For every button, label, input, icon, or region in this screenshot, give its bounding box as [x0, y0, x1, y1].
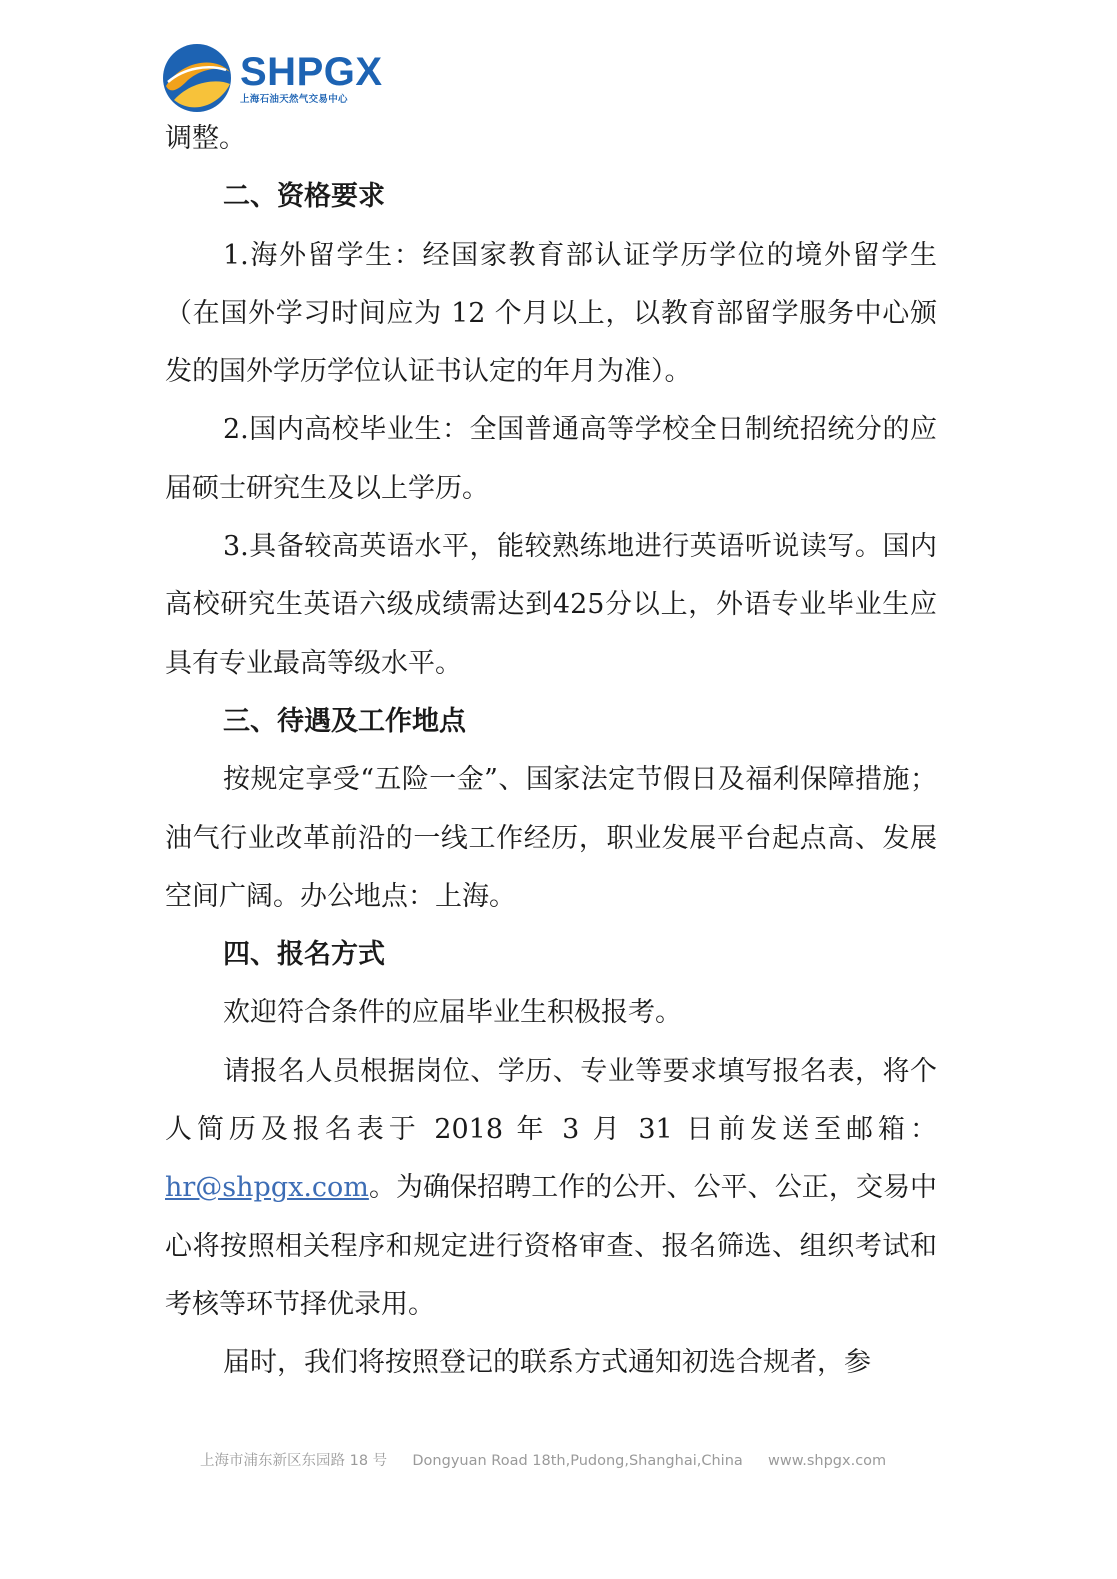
final-paragraph: 届时，我们将按照登记的联系方式通知初选合规者，参 — [223, 1347, 871, 1379]
footer-website: www.shpgx.com — [768, 1453, 887, 1469]
logo-subtitle: 上海石油天然气交易中心 — [240, 94, 348, 105]
continuation-text: 调整。 — [165, 123, 246, 154]
requirement-english-level: 3.具备较高英语水平，能较熟练地进行英语听说读写。国内高校研究生英语六级成绩需达到425分以上，外语专业毕业生应具有专业最高等级水平。 — [165, 531, 937, 679]
email-link[interactable]: hr@shpgx.com — [165, 1172, 369, 1204]
page-footer — [200, 1450, 920, 1472]
company-logo — [160, 42, 400, 114]
footer-address-en: Dongyuan Road 18th,Pudong,Shanghai,China — [412, 1453, 743, 1469]
shpgx-logo-icon — [160, 42, 234, 114]
application-instructions — [165, 1043, 937, 1334]
section-heading-benefits: 三、待遇及工作地点 — [223, 705, 466, 737]
requirement-domestic-graduates: 2.国内高校毕业生：全国普通高等学校全日制统招统分的应届硕士研究生及以上学历。 — [165, 414, 937, 504]
document-body — [165, 110, 937, 1393]
welcome-text: 欢迎符合条件的应届毕业生积极报考。 — [223, 997, 682, 1029]
logo-name: SHPGX — [240, 50, 383, 94]
application-text-before-email: 请报名人员根据岗位、学历、专业等要求填写报名表，将个人简历及报名表于 2018 年 3 月 31 日前发送至邮箱： — [165, 1055, 937, 1146]
section-heading-qualifications: 二、资格要求 — [223, 181, 385, 213]
benefits-text: 按规定享受“五险一金”、国家法定节假日及福利保障措施；油气行业改革前沿的一线工作经历，职业发展平台起点高、发展空间广阔。办公地点：上海。 — [165, 764, 937, 912]
footer-address-cn: 上海市浦东新区东园路 18 号 — [200, 1453, 388, 1469]
section-heading-application: 四、报名方式 — [223, 939, 385, 971]
application-text-after-email: 。为确保招聘工作的公开、公平、公正，交易中心将按照相关程序和规定进行资格审查、报名筛选、组织考试和考核等环节择优录用。 — [165, 1172, 937, 1320]
requirement-overseas-students: 1.海外留学生：经国家教育部认证学历学位的境外留学生（在国外学习时间应为 12 个月以上，以教育部留学服务中心颁发的国外学历学位认证书认定的年月为准）。 — [165, 239, 937, 388]
